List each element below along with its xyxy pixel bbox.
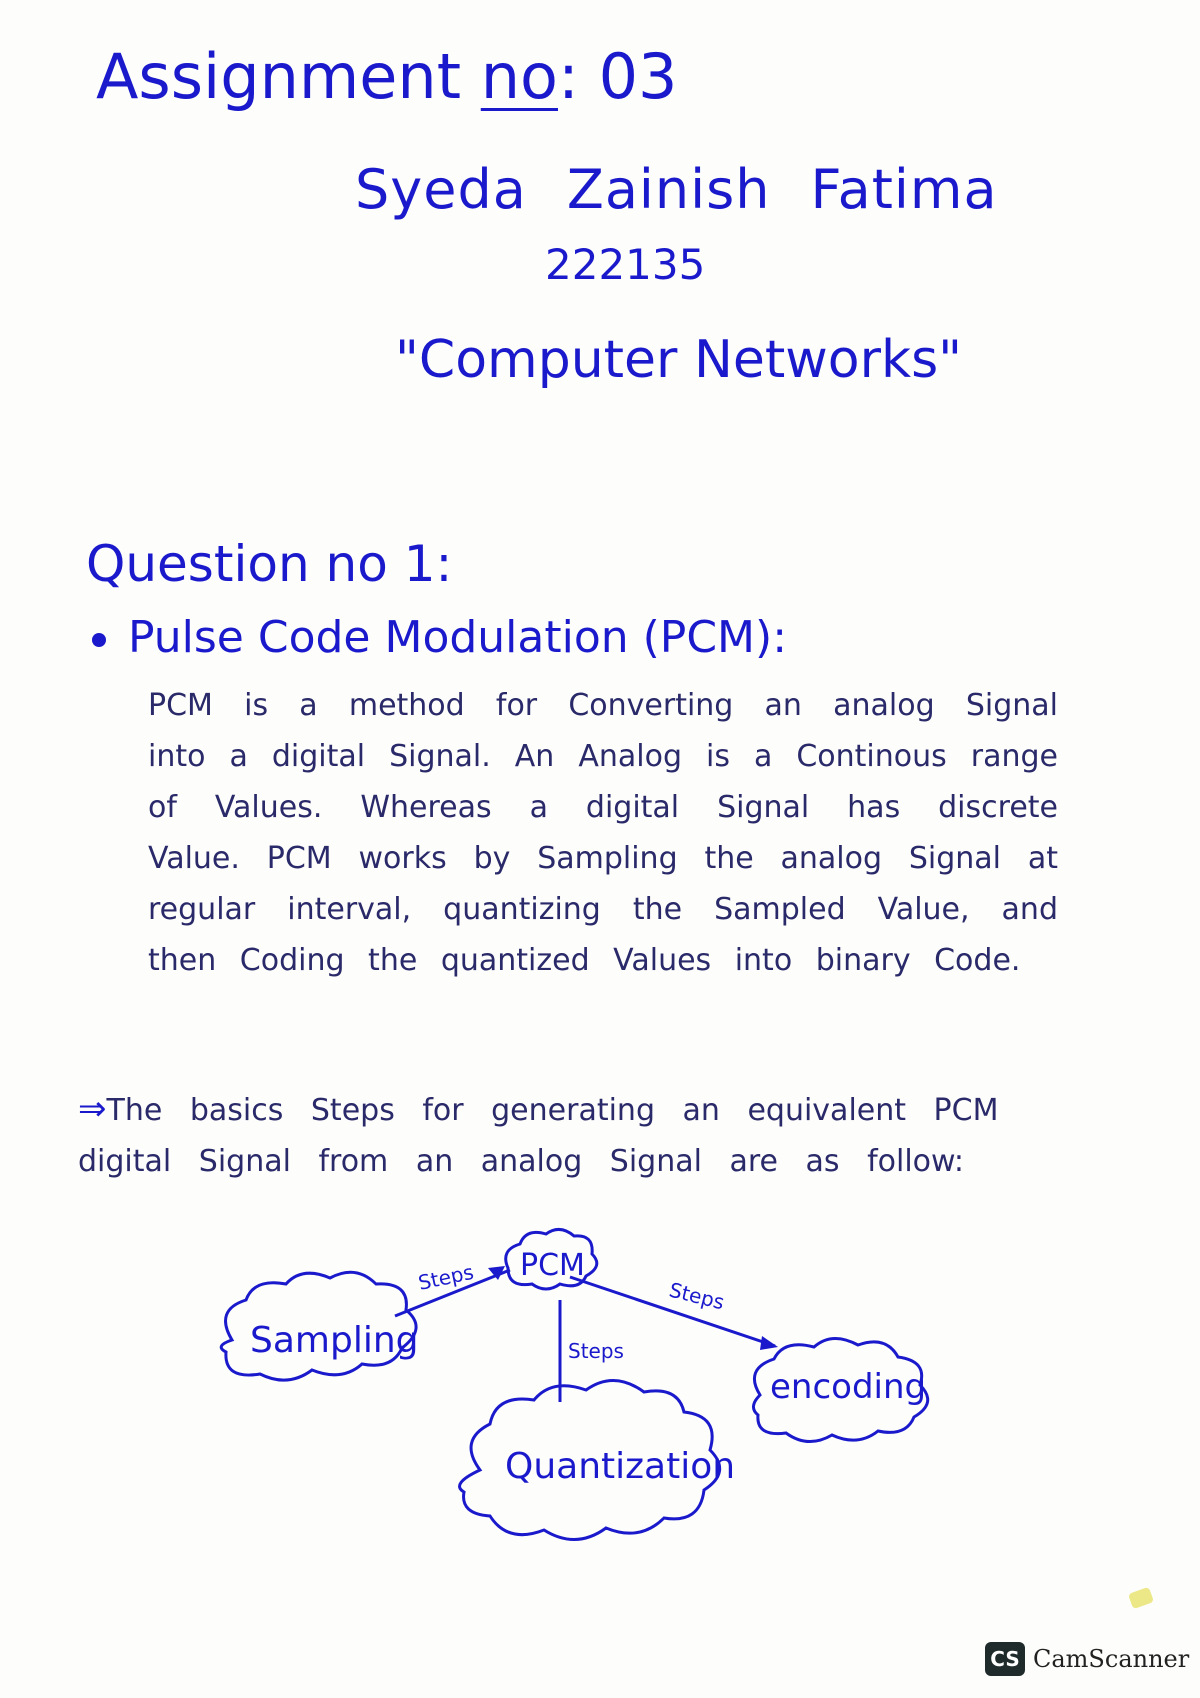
question-heading: Question no 1:: [86, 535, 453, 593]
subject-title: "Computer Networks": [395, 330, 963, 390]
implies-arrow-icon: ⇒: [78, 1089, 107, 1129]
camscanner-logo-icon: CS: [985, 1642, 1025, 1676]
node-encoding: [753, 1338, 927, 1441]
node-sampling-label: Sampling: [250, 1320, 419, 1361]
assignment-no: no: [480, 40, 558, 113]
node-pcm-label: PCM: [520, 1248, 585, 1283]
topic-text: Pulse Code Modulation (PCM):: [128, 612, 788, 663]
node-quantization: [460, 1380, 736, 1539]
node-sampling: [221, 1272, 418, 1380]
node-encoding-label: encoding: [770, 1367, 927, 1407]
node-quantization-label: Quantization: [505, 1446, 736, 1487]
pcm-definition-paragraph: PCM is a method for Converting an analog Signal into a digital Signal. An Analog is a Continous range of Values. Whereas a digital Signal has discrete Value. PCM works by Sampling the analog Signal at regular interval, quantizing the Sampled Value, and then Coding the quantized Values into binary Code.: [148, 688, 1058, 978]
author-first: Syeda: [355, 158, 527, 221]
arrowhead-icon: [760, 1336, 778, 1350]
edge-label-encoding: Steps: [666, 1277, 727, 1315]
edge-label-quantization: Steps: [568, 1339, 624, 1363]
camscanner-watermark: [985, 1642, 1189, 1676]
camscanner-name: CamScanner: [1033, 1645, 1190, 1673]
assignment-number: : 03: [558, 40, 678, 113]
author-last: Fatima: [810, 158, 998, 221]
assignment-word: Assignment: [96, 40, 462, 113]
roll-number: 222135: [545, 240, 706, 289]
edge-label-sampling: Steps: [416, 1259, 476, 1295]
author-middle: Zainish: [566, 158, 771, 221]
steps-intro-text: The basics Steps for generating an equivalent PCM digital Signal from an analog Signal are as follow:: [78, 1093, 999, 1179]
node-pcm: [506, 1229, 597, 1289]
